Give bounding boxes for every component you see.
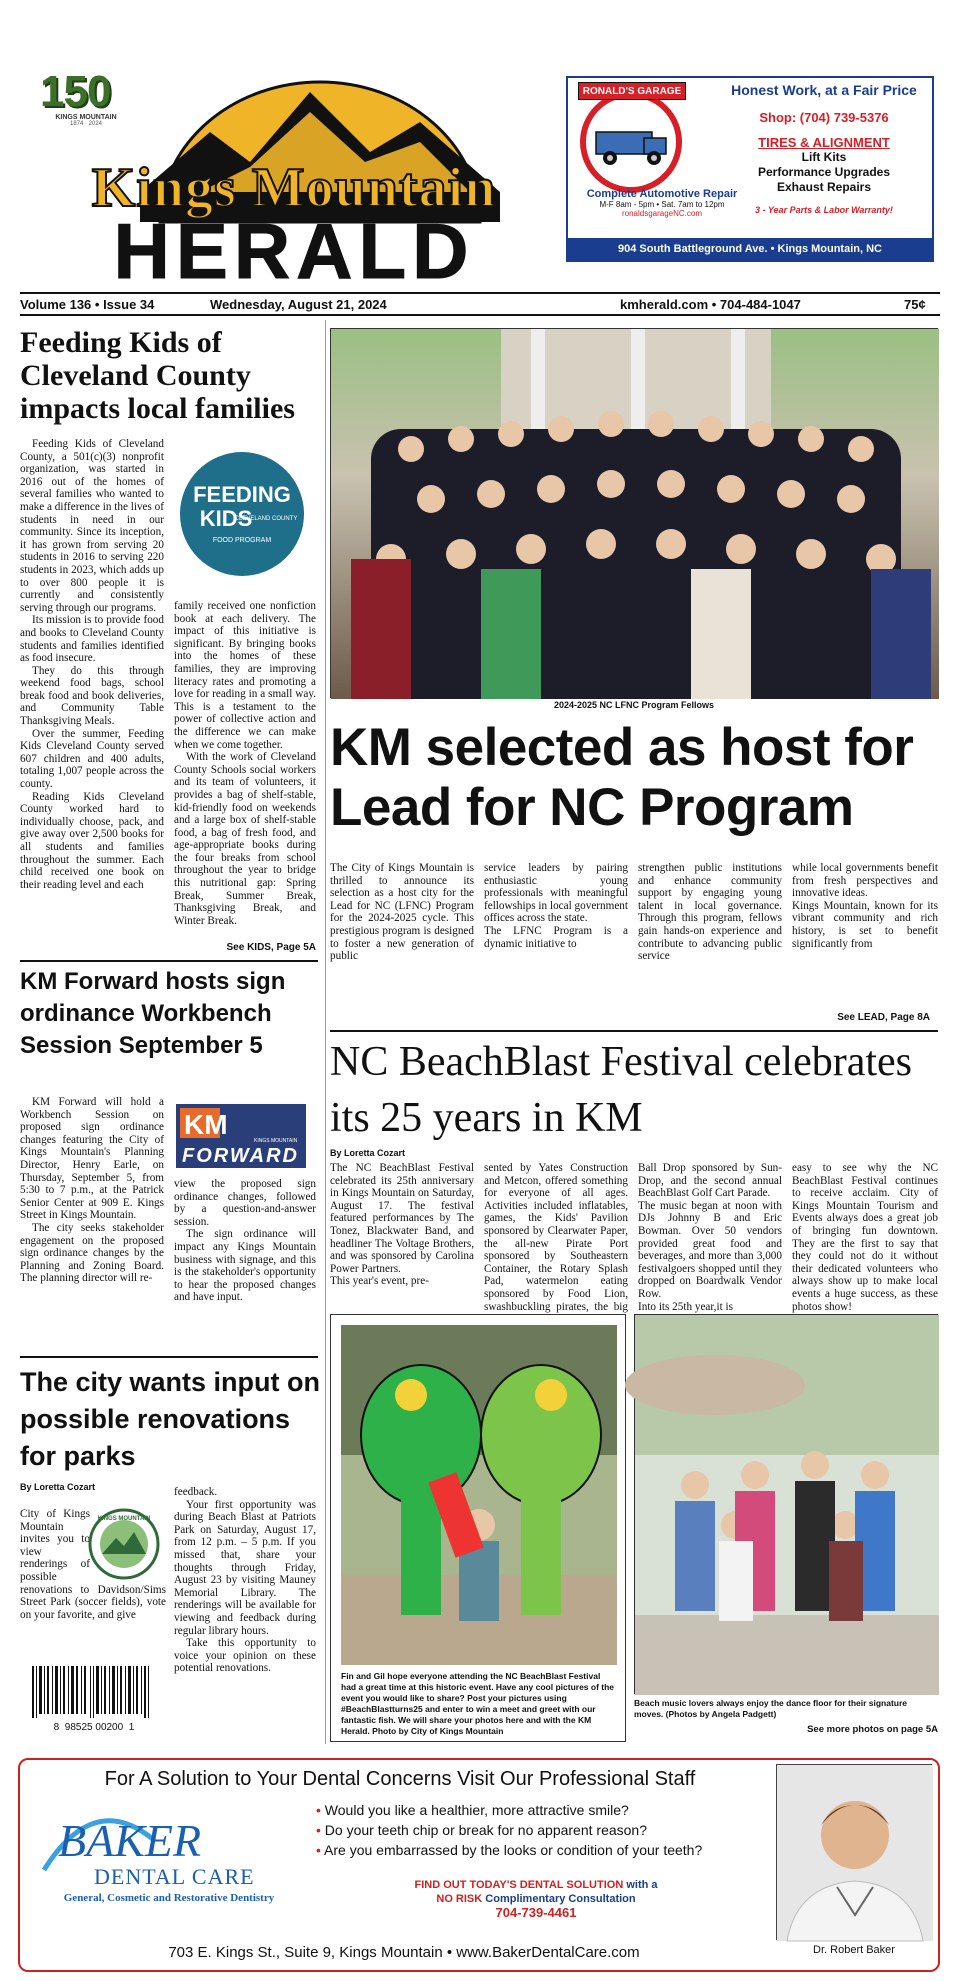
garage-hours: M-F 8am - 5pm • Sat. 7am to 12pm bbox=[599, 200, 725, 209]
paragraph: KM Forward will hold a Workbench Session on proposed sign ordinance changes featuring the City of Kings Mountain's Planning Director, Henry Earle, on Thursday, September 5, from 5:30 to 7 p.m., at the Patrick Senior Center at 909 E. Kings Street in Kings Mountain. bbox=[20, 1096, 164, 1222]
city-seal-text: KINGS MOUNTAIN bbox=[97, 1516, 151, 1522]
garage-info bbox=[572, 188, 752, 218]
dance-photo-caption: Beach music lovers always enjoy the dance floor for their signature moves. (Photos by Angela Padgett) bbox=[634, 1698, 908, 1719]
paragraph: Reading Kids Cleveland County worked hard to individually choose, pack, and give away over 2,500 books for all students and families throughout the summer. Each child received one book on their reading level and each bbox=[20, 790, 164, 891]
volume-issue: Volume 136 • Issue 34 bbox=[20, 297, 155, 312]
paper-name: Kings Mountain bbox=[91, 157, 497, 219]
kmforward-column-1 bbox=[20, 1096, 164, 1348]
column-divider bbox=[325, 320, 326, 1744]
issue-date: Wednesday, August 21, 2024 bbox=[210, 297, 387, 312]
doctor-photo-image bbox=[777, 1765, 933, 1941]
badge-text: KINGS MOUNTAIN bbox=[55, 114, 117, 121]
fish-photo-caption: Fin and Gil hope everyone attending the NC BeachBlast Festival had a great time at this historic event. Have any cool pictures of the event you would like to share? Post your pictures using #BeachBlastturns25 and enter to win a meet and greet with our fantastic fish. We will share your photos here and with the KM Herald. Photo by City of Kings Mountain bbox=[341, 1671, 615, 1736]
city-seal-icon bbox=[88, 1508, 160, 1580]
badge-number: 150 bbox=[40, 67, 111, 116]
paragraph: Take this opportunity to voice your opinion on these potential renovations. bbox=[174, 1637, 316, 1675]
dental-question: • Are you embarrassed by the looks or condition of your teeth? bbox=[316, 1842, 703, 1858]
garage-slogan: Honest Work, at a Fair Price bbox=[731, 82, 917, 98]
paragraph: The sign ordinance will impact any Kings Mountain business with signage, and this is the stakeholder's opportunity to hear the proposed changes and have input. bbox=[174, 1228, 316, 1304]
paragraph: family received one nonfiction book at each delivery. The impact of this initiative is significant. By bringing books into the homes of these families, they are improving literacy rates and promoting a love for reading in a small way. This is a testament to the power of collective action and the difference we can make when we come together. bbox=[174, 600, 316, 751]
lead-headline[interactable]: KM selected as host for Lead for NC Program bbox=[330, 718, 914, 837]
lead-column-3: strengthen public institutions and enhance community support by engaging young talent in local governance. Through this program, fellows gain hands-on experience and contribute to advancing public service bbox=[638, 862, 782, 963]
lead-column-4: while local governments benefit from fresh perspectives and innovative ideas. Kings Mountain, known for its vibrant community and rich history, is set to benefit significantly from bbox=[792, 862, 938, 950]
barcode bbox=[24, 1664, 164, 1734]
fellows-photo[interactable] bbox=[330, 328, 938, 698]
feeding-column-1 bbox=[20, 438, 164, 954]
garage-phone: Shop: (704) 739-5376 bbox=[759, 110, 889, 125]
paragraph: view the proposed sign ordinance changes, followed by a question-and-answer session. bbox=[174, 1178, 316, 1228]
paragraph: feedback. bbox=[174, 1486, 218, 1498]
beach-column-4: easy to see why the NC BeachBlast Festival continues to receive acclaim. City of Kings Mountain Tourism and Events always does a great job of bringing fun downtown. They are the first to say that they could not do it without their dedicated volunteers who always show up to make local events a huge success, as these photos show! bbox=[792, 1162, 938, 1313]
garage-service-item: Exhaust Repairs bbox=[776, 180, 872, 194]
doctor-caption: Dr. Robert Baker bbox=[813, 1944, 895, 1956]
baker-subtitle: General, Cosmetic and Restorative Dentistry bbox=[63, 1892, 275, 1904]
paragraph: City of Kings Mountain invites you to view renderings of possible renovations to Davidson/Sims Street Park (soccer fields), vote on your favorite, and give bbox=[20, 1508, 166, 1621]
dance-floor-photo[interactable] bbox=[634, 1314, 938, 1694]
dance-jump[interactable]: See more photos on page 5A bbox=[807, 1724, 938, 1735]
kmf-logo-small: KINGS MOUNTAIN bbox=[254, 1138, 298, 1144]
beach-column-3: Ball Drop sponsored by Sun-Drop, and the second annual BeachBlast Golf Cart Parade. The music began at noon with DJs Johnny B and Eric Bowman. Over 50 vendors provided great food and beverages, and more than 3,000 festivalgoers shopped until they dropped on Boardwalk Vendor Row. Into its 25th year,it is bbox=[638, 1162, 782, 1313]
dental-address[interactable]: 703 E. Kings St., Suite 9, Kings Mountain • www.BakerDentalCare.com bbox=[168, 1944, 640, 1961]
dateline bbox=[20, 292, 940, 316]
lead-column-2: service leaders by pairing enthusiastic young professionals with meaningful fellowships in local government offices across the state. The LFNC Program is a dynamic initiative to bbox=[484, 862, 628, 950]
garage-warranty: 3 - Year Parts & Labor Warranty! bbox=[755, 205, 893, 215]
baker-dental-logo bbox=[34, 1800, 304, 1890]
cta-consult: Complimentary Consultation bbox=[485, 1893, 636, 1905]
divider bbox=[20, 960, 318, 962]
garage-address: 904 South Battleground Ave. • Kings Mountain, NC bbox=[568, 238, 932, 260]
paragraph: Its mission is to provide food and books to Cleveland County students and families identified as food insecure. bbox=[20, 614, 164, 665]
price: 75¢ bbox=[904, 297, 926, 312]
dental-headline: For A Solution to Your Dental Concerns Visit Our Professional Staff bbox=[104, 1768, 696, 1790]
paragraph: The city seeks stakeholder engagement on the proposed sign ordinance changes by the Planning and Zoning Board. The planning director will re- bbox=[20, 1221, 164, 1285]
feeding-kids-logo bbox=[178, 450, 306, 578]
feeding-logo-line4: FOOD PROGRAM bbox=[212, 537, 272, 544]
feeding-logo-line3: CLEVELAND COUNTY bbox=[234, 516, 298, 522]
kmforward-headline[interactable]: KM Forward hosts sign ordinance Workbench Session September 5 bbox=[20, 968, 286, 1059]
feeding-headline[interactable]: Feeding Kids of Cleveland County impacts local families bbox=[20, 326, 295, 425]
kmf-logo-bottom: FORWARD bbox=[182, 1145, 299, 1167]
beach-column-2: sented by Yates Construction and Metcon, offered something for everyone of all ages. Activities included inflatables, games, the Kids' Pavilion sponsored by Clearwater Paper, the all-new Pirate Port sponsored by Southeastern Container, the Rotary Splash Pad, watermelon eating sponsored by Food Lion, swashbuckling pirates, the big bbox=[484, 1162, 628, 1313]
garage-complete: Complete Automotive Repair bbox=[586, 188, 738, 200]
anniversary-badge bbox=[40, 67, 132, 140]
fellows-photo-caption: 2024-2025 NC LFNC Program Fellows bbox=[553, 700, 715, 710]
dental-cta bbox=[316, 1878, 756, 1920]
baker-logo-top: BAKER bbox=[58, 1815, 202, 1866]
dental-questions bbox=[316, 1800, 786, 1860]
fish-mascot-photo[interactable] bbox=[330, 1314, 626, 1742]
fish-photo-image bbox=[341, 1325, 617, 1665]
city-column-2 bbox=[174, 1486, 316, 1736]
beach-headline[interactable]: NC BeachBlast Festival celebrates its 25 years in KM bbox=[330, 1039, 912, 1141]
baker-dental-ad[interactable] bbox=[18, 1758, 940, 1972]
barcode-digits: 8 98525 00200 1 bbox=[53, 1722, 135, 1733]
lead-jump[interactable]: See LEAD, Page 8A bbox=[837, 1012, 930, 1023]
garage-tires: TIRES & ALIGNMENT bbox=[758, 135, 890, 150]
paragraph: With the work of Cleveland County Schools social workers and its team of volunteers, it provides a bag of shelf-stable, kid-friendly food on weekends and a large box of shelf-stable food, a bag of fresh food, and age-appropriate books during the four breaks from school throughout the year to bridge this nutritional gap: Spring Break, Summer Break, Thanksgiving Break, and Winter Break. bbox=[174, 751, 316, 927]
paragraph: Your first opportunity was during Beach Blast at Patriots Park on Saturday, August 17, from 12 p.m. – 5 p.m. If you missed that, share your thoughts through Friday, August 23 by visiting Mauney Memorial Library. The renderings will be available for viewing and feedback during regular library hours. bbox=[174, 1498, 316, 1637]
garage-name: RONALD'S GARAGE bbox=[578, 82, 686, 100]
paragraph: They do this through weekend food bags, school break food and book deliveries, and Community Table Thanksgiving Meals. bbox=[20, 664, 164, 728]
kmf-logo-top: KM bbox=[184, 1109, 228, 1140]
cta-line1: FIND OUT TODAY'S DENTAL SOLUTION bbox=[414, 1879, 624, 1891]
paragraph: Feeding Kids of Cleveland County, a 501(c)(3) nonprofit organization, was started in 2016 out of the homes of several families who wanted to make a difference in the lives of students in need in our community. Since its inception, it has grown from serving 20 students in 2016 to serving 220 students in 2023, which adds up to over 800 people it is currently and consistently serving through our programs. bbox=[20, 438, 164, 614]
beach-column-1: The NC BeachBlast Festival celebrated its 25th anniversary in Kings Mountain on Saturday, August 17. The festival featured performances by The Tonez, Blackwater Band, and headliner The Voltage Brothers, and was sponsored by Carolina Power Partners. This year's event, pre- bbox=[330, 1162, 474, 1288]
baker-logo-bottom: DENTAL CARE bbox=[94, 1864, 255, 1889]
garage-website[interactable]: ronaldsgarageNC.com bbox=[621, 209, 703, 218]
garage-service-item: Lift Kits bbox=[801, 150, 847, 164]
feeding-column-2 bbox=[174, 600, 316, 938]
ronalds-garage-ad[interactable] bbox=[566, 76, 934, 262]
doctor-photo bbox=[776, 1764, 932, 1940]
garage-service-item: Performance Upgrades bbox=[757, 165, 891, 179]
badge-years: 1874 · 2024 bbox=[69, 121, 103, 127]
feeding-logo-line1: FEEDING bbox=[193, 482, 291, 507]
dental-question: • Do your teeth chip or break for no apparent reason? bbox=[316, 1822, 647, 1838]
divider bbox=[330, 1030, 938, 1032]
kmforward-column-2 bbox=[174, 1178, 316, 1348]
feeding-logo-line2: KIDS bbox=[199, 506, 253, 531]
paragraph: Over the summer, Feeding Kids Cleveland County served 607 children and 400 adults, totaling 1,007 people across the county. bbox=[20, 727, 164, 791]
feeding-jump[interactable]: See KIDS, Page 5A bbox=[226, 942, 316, 953]
cta-line2: NO RISK bbox=[436, 1893, 483, 1905]
cta-with: with a bbox=[626, 1879, 658, 1891]
dental-phone[interactable]: 704-739-4461 bbox=[495, 1905, 577, 1920]
km-forward-logo bbox=[176, 1104, 306, 1168]
site-phone[interactable]: kmherald.com • 704-484-1047 bbox=[620, 297, 801, 312]
dance-photo-image bbox=[635, 1315, 939, 1695]
city-byline: By Loretta Cozart bbox=[20, 1482, 96, 1492]
paper-herald: HERALD bbox=[113, 207, 475, 295]
group-photo-image bbox=[331, 329, 939, 699]
lead-column-1: The City of Kings Mountain is thrilled to announce its selection as a host city for the Lead for NC (LFNC) Program for the 2024-2025 cycle. This prestigious program is designed to foster a new generation of public bbox=[330, 862, 474, 963]
dental-question: • Would you like a healthier, more attractive smile? bbox=[316, 1802, 629, 1818]
city-headline[interactable]: The city wants input on possible renovations for parks bbox=[20, 1367, 321, 1471]
people-rows bbox=[351, 411, 931, 699]
divider bbox=[20, 1356, 318, 1358]
beach-byline: By Loretta Cozart bbox=[330, 1148, 406, 1158]
